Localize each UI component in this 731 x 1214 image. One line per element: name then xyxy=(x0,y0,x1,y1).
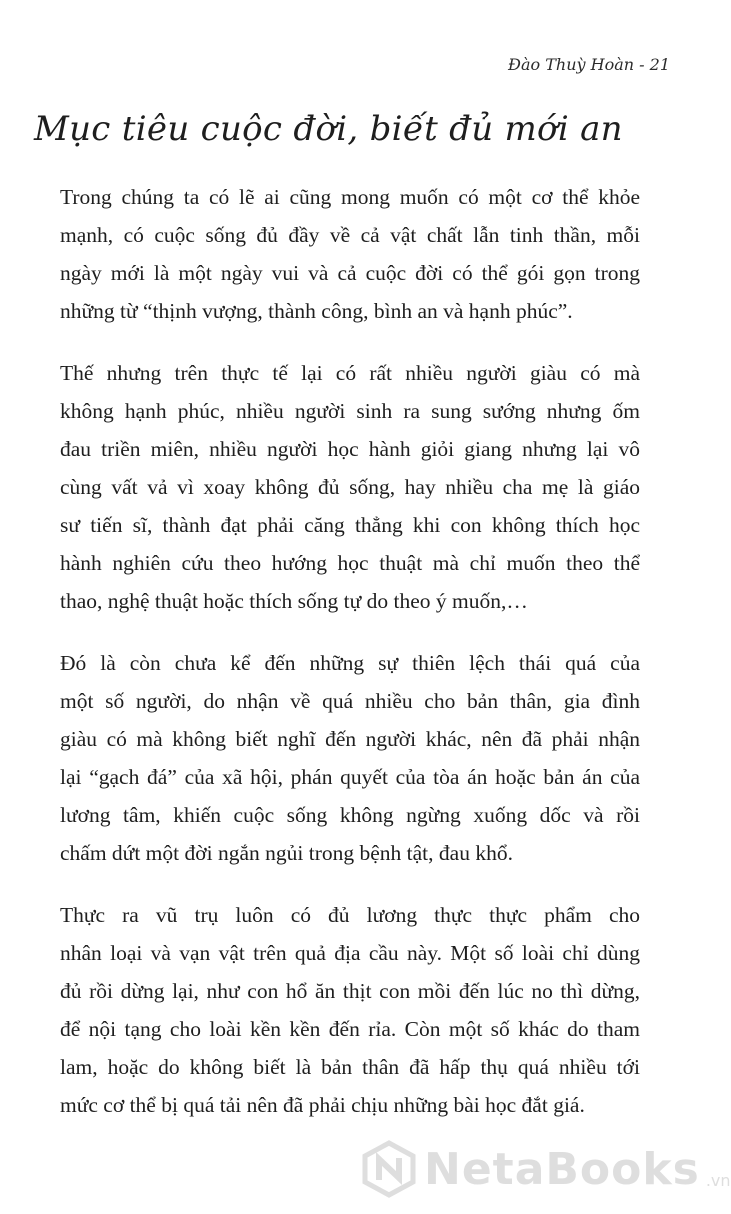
body-text xyxy=(60,178,640,1148)
text-line: Đó là còn chưa kể đến những sự thiên lệch thái quá của xyxy=(60,651,640,675)
text-line: ngày mới là một ngày vui và cả cuộc đời có thể gói gọn trong xyxy=(60,261,640,285)
text-line: đau triền miên, nhiều người học hành giỏi giang nhưng lại vô xyxy=(60,437,640,461)
text-line: đủ rồi dừng lại, như con hổ ăn thịt con mồi đến lúc no thì dừng, xyxy=(60,979,640,1003)
text-line: Thế nhưng trên thực tế lại có rất nhiều người giàu có mà xyxy=(60,361,640,385)
chapter-title: Mục tiêu cuộc đời, biết đủ mới an xyxy=(34,109,623,149)
text-line: giàu có mà không biết nghĩ đến người khác, nên đã phải nhận xyxy=(60,727,640,751)
text-line: mức cơ thể bị quá tải nên đã phải chịu những bài học đắt giá. xyxy=(60,1093,585,1117)
text-line: không hạnh phúc, nhiều người sinh ra sung sướng nhưng ốm xyxy=(60,399,640,423)
text-line: những từ “thịnh vượng, thành công, bình an và hạnh phúc”. xyxy=(60,299,573,323)
netabooks-logo-icon xyxy=(360,1140,418,1198)
watermark xyxy=(360,1140,731,1198)
text-line: thao, nghệ thuật hoặc thích sống tự do theo ý muốn,… xyxy=(60,589,528,613)
paragraph xyxy=(60,644,640,872)
paragraph xyxy=(60,354,640,620)
text-line: sư tiến sĩ, thành đạt phải căng thẳng khi con không thích học xyxy=(60,513,640,537)
text-line: mạnh, có cuộc sống đủ đầy về cả vật chất lẫn tinh thần, mỗi xyxy=(60,223,640,247)
running-header: Đào Thuỳ Hoàn - 21 xyxy=(508,55,670,74)
text-line: chấm dứt một đời ngắn ngủi trong bệnh tật, đau khổ. xyxy=(60,841,513,865)
text-line: lam, hoặc do không biết là bản thân đã hấp thụ quá nhiều tới xyxy=(60,1055,640,1079)
text-line: lại “gạch đá” của xã hội, phán quyết của tòa án hoặc bản án của xyxy=(60,765,640,789)
text-line: lương tâm, khiến cuộc sống không ngừng xuống dốc và rồi xyxy=(60,803,640,827)
watermark-brand: NetaBooks xyxy=(424,1143,700,1195)
watermark-suffix: .vn xyxy=(705,1171,731,1190)
text-line: cùng vất vả vì xoay không đủ sống, hay nhiều cha mẹ là giáo xyxy=(60,475,640,499)
text-line: Trong chúng ta có lẽ ai cũng mong muốn có một cơ thể khỏe xyxy=(60,185,640,209)
paragraph xyxy=(60,896,640,1124)
text-line: một số người, do nhận về quá nhiều cho bản thân, gia đình xyxy=(60,689,640,713)
text-line: Thực ra vũ trụ luôn có đủ lương thực thực phẩm cho xyxy=(60,903,640,927)
text-line: hành nghiên cứu theo hướng học thuật mà chỉ muốn theo thể xyxy=(60,551,640,575)
text-line: nhân loại và vạn vật trên quả địa cầu này. Một số loài chỉ dùng xyxy=(60,941,640,965)
paragraph xyxy=(60,178,640,330)
text-line: để nội tạng cho loài kền kền đến rỉa. Còn một số khác do tham xyxy=(60,1017,640,1041)
